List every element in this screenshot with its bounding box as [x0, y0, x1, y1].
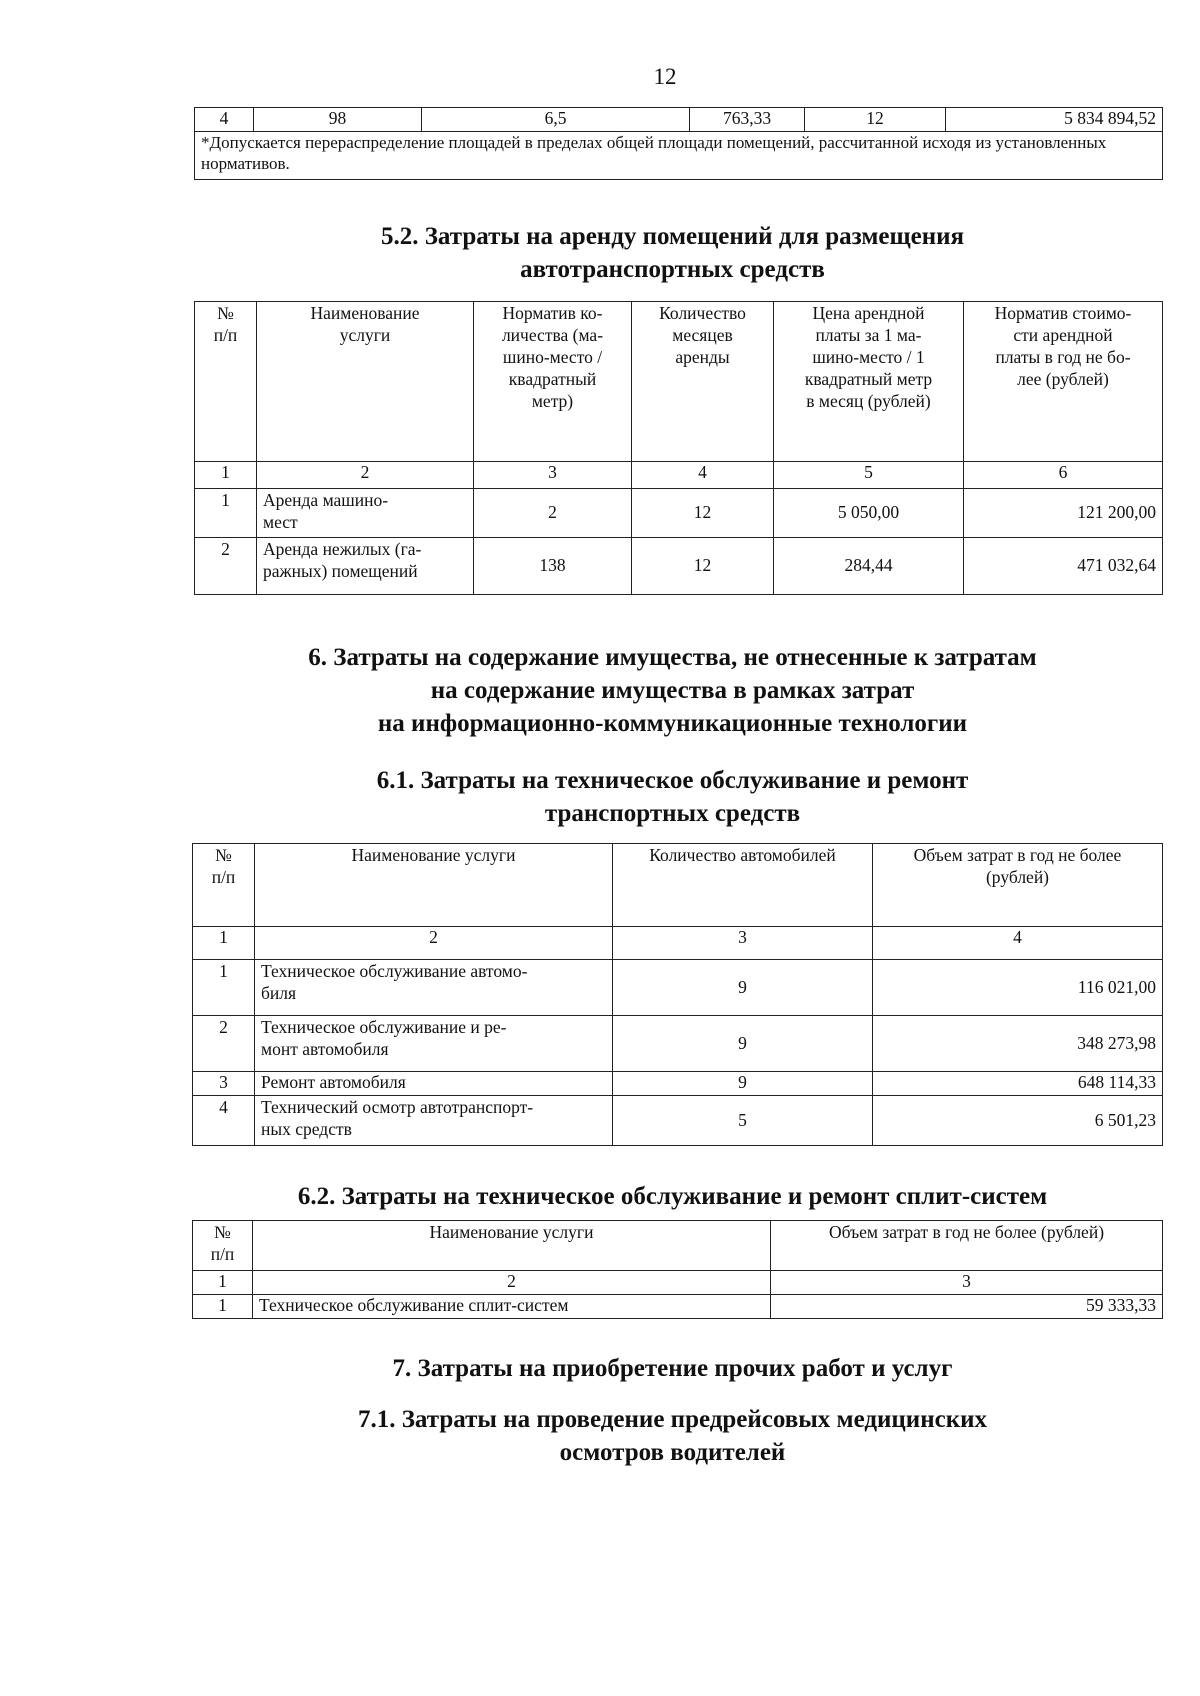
- table-cell: 9: [613, 1016, 873, 1072]
- table-cell: 98: [254, 108, 422, 132]
- section-title-7: 7. Затраты на приобретение прочих работ и услуг: [392, 1355, 953, 1382]
- row-number: 2: [193, 1016, 255, 1072]
- header-cell: Норматив стоимо- сти арендной платы в год не бо- лее (рублей): [964, 302, 1163, 462]
- table-row: [193, 1295, 1163, 1319]
- row-number: 1: [195, 489, 257, 538]
- row-number: 2: [195, 538, 257, 595]
- table-row: [195, 489, 1163, 538]
- row-number: 1: [193, 1295, 253, 1319]
- header-cell: Наименование услуги: [255, 844, 613, 927]
- table-row: [193, 960, 1163, 1016]
- service-name: Аренда нежилых (га- ражных) помещений: [257, 538, 474, 595]
- section-title-6-2: 6.2. Затраты на техническое обслуживание и ремонт сплит-систем: [297, 1183, 1048, 1210]
- header-cell: Цена арендной платы за 1 ма- шино-место / 1 квадратный метр в месяц (рублей): [774, 302, 964, 462]
- section-title-5-2: 5.2. Затраты на аренду помещений для размещения автотранспортных средств: [380, 223, 965, 283]
- service-name: Техническое обслуживание и ре- монт автомобиля: [255, 1016, 613, 1072]
- table-header-row: [193, 844, 1163, 927]
- table-cell: 763,33: [690, 108, 805, 132]
- table-cell: 138: [474, 538, 632, 595]
- table-cell: 2: [474, 489, 632, 538]
- service-name: Техническое обслуживание сплит-систем: [253, 1295, 771, 1319]
- service-name: Технический осмотр автотранспорт- ных средств: [255, 1096, 613, 1146]
- table-cell: 12: [632, 489, 774, 538]
- table-header-row: [193, 1221, 1163, 1271]
- section-title-7-1: 7.1. Затраты на проведение предрейсовых медицинских осмотров водителей: [357, 1406, 988, 1466]
- column-number: 3: [474, 462, 632, 489]
- column-number: 1: [193, 927, 255, 960]
- column-number: 1: [195, 462, 257, 489]
- service-name: Ремонт автомобиля: [255, 1072, 613, 1096]
- section-title-6-1: 6.1. Затраты на техническое обслуживание и ремонт транспортных средств: [376, 767, 969, 827]
- row-number: 1: [193, 960, 255, 1016]
- table-cell: 116 021,00: [873, 960, 1163, 1016]
- table-cell: 6,5: [422, 108, 690, 132]
- table-row: [193, 1096, 1163, 1146]
- column-number-row: [193, 927, 1163, 960]
- table-row: [195, 132, 1163, 180]
- table-cell: 5: [613, 1096, 873, 1146]
- column-number: 6: [964, 462, 1163, 489]
- row-number: 3: [193, 1072, 255, 1096]
- table-cell: 284,44: [774, 538, 964, 595]
- service-name: Техническое обслуживание автомо- биля: [255, 960, 613, 1016]
- top-table: [194, 107, 1163, 180]
- table-cell: 121 200,00: [964, 489, 1163, 538]
- column-number: 3: [613, 927, 873, 960]
- column-number: 3: [771, 1271, 1163, 1295]
- header-cell: Количество автомобилей: [613, 844, 873, 927]
- table-cell: 348 273,98: [873, 1016, 1163, 1072]
- header-cell: Количество месяцев аренды: [632, 302, 774, 462]
- table-cell: 648 114,33: [873, 1072, 1163, 1096]
- table-5-2: [194, 301, 1163, 595]
- column-number: 4: [632, 462, 774, 489]
- table-header-row: [195, 302, 1163, 462]
- table-cell: 12: [632, 538, 774, 595]
- header-cell: Норматив ко- личества (ма- шино-место / квадратный метр): [474, 302, 632, 462]
- table-cell: 5 834 894,52: [946, 108, 1163, 132]
- column-number-row: [193, 1271, 1163, 1295]
- header-cell: Объем затрат в год не более (рублей): [873, 844, 1163, 927]
- section-title-6: 6. Затраты на содержание имущества, не отнесенные к затратам на содержание имущества в рамках затрат на информационно-коммуникационные технологии: [308, 644, 1037, 737]
- table-cell: 4: [195, 108, 254, 132]
- header-cell: Наименование услуги: [257, 302, 474, 462]
- table-row: [193, 1072, 1163, 1096]
- table-cell: 9: [613, 960, 873, 1016]
- header-cell: № п/п: [193, 844, 255, 927]
- header-cell: Наименование услуги: [253, 1221, 771, 1271]
- table-cell: 5 050,00: [774, 489, 964, 538]
- row-number: 4: [193, 1096, 255, 1146]
- table-cell: 6 501,23: [873, 1096, 1163, 1146]
- service-name: Аренда машино- мест: [257, 489, 474, 538]
- header-cell: № п/п: [193, 1221, 253, 1271]
- table-row: [195, 538, 1163, 595]
- header-cell: Объем затрат в год не более (рублей): [771, 1221, 1163, 1271]
- column-number: 5: [774, 462, 964, 489]
- table-cell: 59 333,33: [771, 1295, 1163, 1319]
- table-row: [195, 108, 1163, 132]
- column-number: 2: [255, 927, 613, 960]
- table-cell: 471 032,64: [964, 538, 1163, 595]
- column-number: 1: [193, 1271, 253, 1295]
- table-cell: 9: [613, 1072, 873, 1096]
- header-cell: № п/п: [195, 302, 257, 462]
- footnote: *Допускается перераспределение площадей в пределах общей площади помещений, рассчитанной исходя из установленных нормативов.: [195, 132, 1163, 180]
- table-6-1: [192, 843, 1163, 1146]
- column-number: 4: [873, 927, 1163, 960]
- table-cell: 12: [805, 108, 946, 132]
- column-number: 2: [253, 1271, 771, 1295]
- table-6-2: [192, 1220, 1163, 1319]
- table-row: [193, 1016, 1163, 1072]
- column-number: 2: [257, 462, 474, 489]
- page-number: 12: [653, 64, 677, 89]
- column-number-row: [195, 462, 1163, 489]
